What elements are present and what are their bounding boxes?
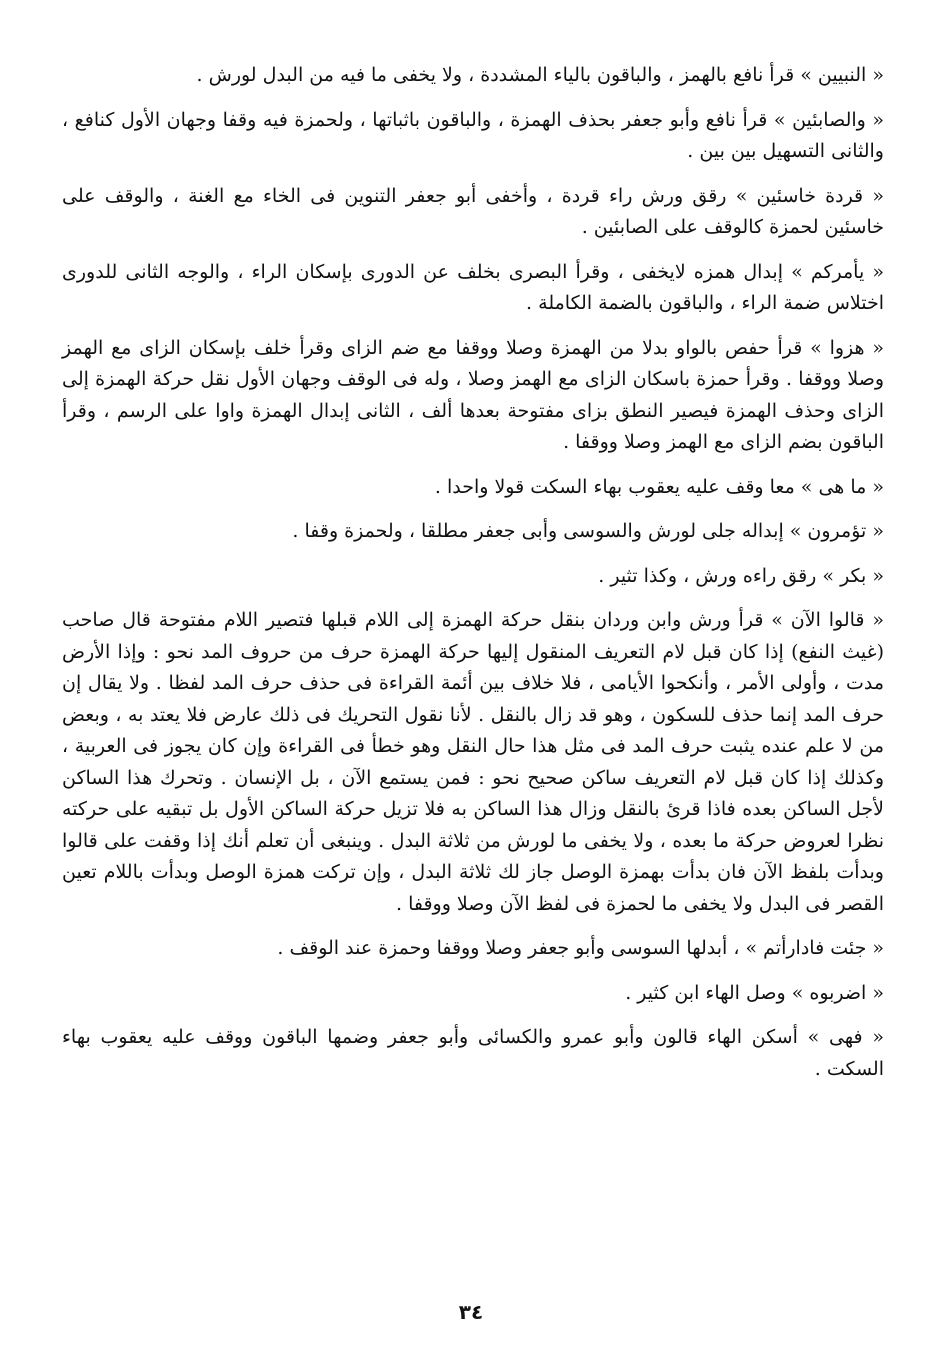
- paragraph-yamurukum: « يأمركم » إبدال همزه لايخفى ، وقرأ البصرى بخلف عن الدورى بإسكان الراء ، والوجه الثانى للدورى اختلاس ضمة الراء ، والباقون بالضمة الكاملة .: [62, 260, 885, 314]
- paragraph-huzuwan: « هزوا » قرأ حفص بالواو بدلا من الهمزة وصلا ووقفا مع ضم الزاى وقرأ خلف بإسكان الزاى مع الهمز وصلا ووقفا . وقرأ حمزة باسكان الزاى مع الهمز وصلا ، وله فى الوقف وجهان الأول نقل حركة الهمزة إلى الزاى وحذف الهمزة فيصير النطق بزاى مفتوحة بعدها ألف ، الثانى إبدال الهمزة واوا على الرسم ، وقرأ الباقون بضم الزاى مع الهمز وصلا ووقفا .: [62, 336, 884, 453]
- paragraph-ma-hiya: « ما هى » معا وقف عليه يعقوب بهاء السكت قولا واحدا .: [434, 475, 884, 498]
- paragraph-jiita: « جئت فادارأتم » ، أبدلها السوسى وأبو جعفر وصلا ووقفا وحمزة عند الوقف .: [277, 937, 884, 959]
- paragraph-tumaruna: « تؤمرون » إبداله جلى لورش والسوسى وأبى جعفر مطلقا ، ولحمزة وقفا .: [292, 520, 884, 542]
- document-page: [62, 60, 884, 1290]
- page-number: ٣٤: [458, 1300, 484, 1324]
- paragraph-bikrun: « بكر » رقق راءه ورش ، وكذا تثير .: [598, 564, 884, 587]
- paragraph-qiradatan: « قردة خاسئين » رقق ورش راء قردة ، وأخفى أبو جعفر التنوين فى الخاء مع الغنة ، والوقف على خاسئين لحمزة كالوقف على الصابئين .: [62, 184, 884, 238]
- paragraph-qalu-al-ana: « قالوا الآن » قرأ ورش وابن وردان بنقل حركة الهمزة إلى اللام قبلها فتصير اللام مفتوحة قال صاحب (غيث النفع) إذا كان قبل لام التعريف المنقول إليها حركة الهمزة حرف من حروف المد نحو : وإذا الأرض مدت ، وأولى الأمر ، وأنكحوا الأيامى ، فلا خلاف بين أئمة القراءة فى حذف حرف المد لفظا . ولا يقال إن حرف المد إنما حذف للسكون ، وهو قد زال بالنقل . لأنا نقول التحريك فى ذلك عارض فلا يعتد به ، وبعض من لا علم عنده يثبت حرف المد فى مثل هذا حال النقل وهو خطأ فى القراءة وإن كان يجوز فى العربية ، وكذلك إذا كان قبل لام التعريف ساكن صحيح نحو : فمن يستمع الآن ، بل الإنسان . وتحرك هذا الساكن لأجل الساكن بعده فاذا قرئ بالنقل وزال هذا الساكن به فلا تزيل حركة الساكن الأول بل تبقيه على حركته نظرا لعروض حركة ما بعده ، ولا يخفى ما لورش من ثلاثة البدل . وينبغى أن تعلم أنك إذا وقفت على قالوا وبدأت بلفظ الآن فان بدأت بهمزة الوصل جاز لك ثلاثة البدل ، وإن تركت همزة الوصل وبدأت باللام تعين القصر فى البدل ولا يخفى ما لحمزة فى لفظ الآن وصلا ووقفا .: [62, 609, 884, 915]
- paragraph-idribuhu: « اضربوه » وصل الهاء ابن كثير .: [625, 981, 884, 1004]
- paragraph-fahiya: « فهى » أسكن الهاء قالون وأبو عمرو والكسائى وأبو جعفر وضمها الباقون ووقف عليه يعقوب بهاء السكت .: [62, 1026, 884, 1080]
- paragraph-sabiin: « والصابئين » قرأ نافع وأبو جعفر بحذف الهمزة ، والباقون باثباتها ، ولحمزة فيه وقفا وجهان الأول كنافع ، والثانى التسهيل بين بين .: [62, 108, 884, 162]
- paragraph-nabiyyin: « النبيين » قرأ نافع بالهمز ، والباقون بالياء المشددة ، ولا يخفى ما فيه من البدل لورش .: [196, 64, 884, 86]
